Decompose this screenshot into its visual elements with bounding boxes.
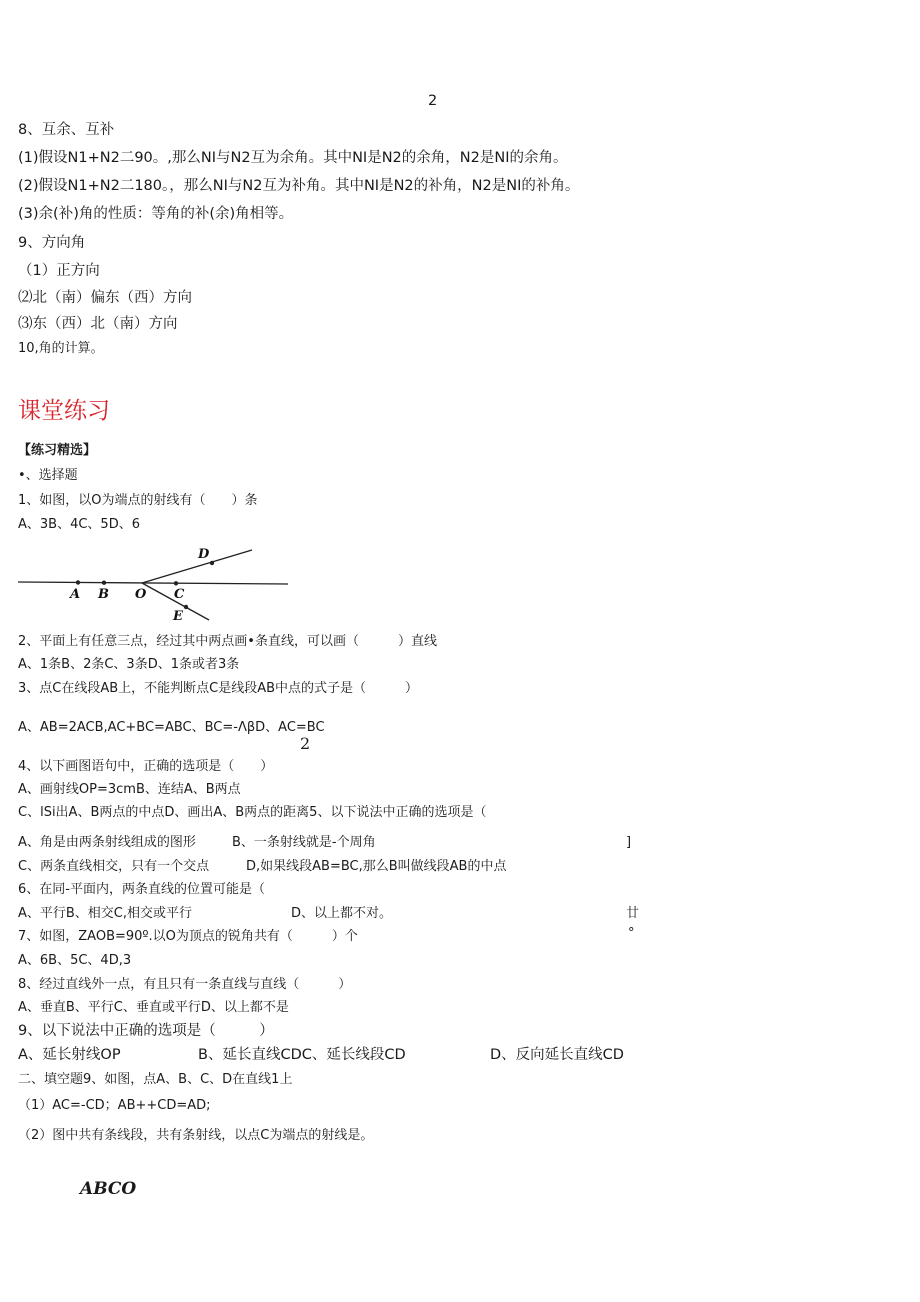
point-e-dot <box>184 605 188 609</box>
point-a-dot <box>76 580 80 584</box>
question-3: 3、点C在线段AB上，不能判断点C是线段AB中点的式子是（ ） <box>18 681 419 696</box>
question-9-option-d: D、反向延长直线CD <box>490 1047 624 1063</box>
question-6-options-abc: A、平行B、相交C,相交或平行 <box>18 906 193 921</box>
point-c-dot <box>174 581 178 585</box>
question-4-options-cd: C、lSi出A、B两点的中点D、画出A、B两点的距离5、以下说法中正确的选项是（ <box>18 805 487 820</box>
label-d: D <box>198 547 210 562</box>
subsection-title: 【练习精选】 <box>18 443 97 458</box>
label-b: B <box>98 587 109 602</box>
question-5-option-c: C、两条直线相交，只有一个交点 <box>18 859 210 874</box>
note-direction-3: ⑶东（西）北（南）方向 <box>18 316 178 332</box>
note-direction-heading: 9、方向角 <box>18 235 86 251</box>
fill-in-item-2: （2）图中共有条线段，共有条射线，以点C为端点的射线是。 <box>18 1128 374 1143</box>
question-3-fraction-denominator: 2 <box>300 734 311 753</box>
question-1-options: A、3B、4C、5D、6 <box>18 517 140 532</box>
question-9-options-bc: B、延长直线CDC、延长线段CD <box>198 1047 406 1063</box>
question-3-options: A、AB=2ACB,AC+BC=ABC、BC=-ΛβD、AC=BC <box>18 720 325 735</box>
question-4: 4、以下画图语句中，正确的选项是（ ） <box>18 759 274 774</box>
note-complementary-heading: 8、互余、互补 <box>18 122 115 138</box>
choice-heading: •、选择题 <box>18 468 78 483</box>
question-7: 7、如图，ZAOB=90º.以O为顶点的锐角共有（ ）个 <box>18 929 358 944</box>
note-supplementary-def: (2)假设N1+N2二180。，那么NI与N2互为补角。其中NI是N2的补角，N2是NI的补角。 <box>18 178 580 194</box>
question-6-mark: 廿 <box>626 906 640 921</box>
question-4-options-ab: A、画射线OP=3cmB、连结A、B两点 <box>18 782 241 797</box>
question-6: 6、在同-平面内，两条直线的位置可能是（ <box>18 882 265 897</box>
rays-figure <box>14 540 294 625</box>
question-6-option-d: D、以上都不对。 <box>291 906 393 921</box>
question-8-options: A、垂直B、平行C、垂直或平行D、以上都不是 <box>18 1000 289 1015</box>
fill-in-item-1: （1）AC=-CD；AB++CD=AD; <box>18 1098 211 1113</box>
note-angle-calc: 10,角的计算。 <box>18 341 104 356</box>
note-direction-2: ⑵北（南）偏东（西）方向 <box>18 290 192 306</box>
question-2: 2、平面上有任意三点，经过其中两点画•条直线，可以画（ ）直线 <box>18 634 437 649</box>
label-c: C <box>174 587 185 602</box>
point-d-dot <box>210 561 214 565</box>
question-7-options: A、6B、5C、4D,3 <box>18 953 132 968</box>
question-7-mark: ° <box>628 926 635 941</box>
note-complementary-def: (1)假设N1+N2二90。,那么NI与N2互为余角。其中NI是N2的余角，N2是NI的余角。 <box>18 150 568 166</box>
label-e: E <box>173 609 183 624</box>
label-o: O <box>135 587 147 602</box>
point-b-dot <box>102 581 106 585</box>
note-direction-1: （1）正方向 <box>18 263 100 279</box>
question-1: 1、如图，以O为端点的射线有（ ）条 <box>18 493 258 508</box>
question-5-option-b: B、一条射线就是-个周角 <box>232 835 376 850</box>
label-a: A <box>70 587 81 602</box>
page-number: 2 <box>428 93 438 109</box>
fill-in-heading: 二、填空题9、如图，点A、B、C、D在直线1上 <box>18 1072 293 1087</box>
question-9-option-a: A、延长射线OP <box>18 1047 121 1063</box>
question-2-options: A、1条B、2条C、3条D、1条或者3条 <box>18 657 240 672</box>
question-5-option-a: A、角是由两条射线组成的图形 <box>18 835 196 850</box>
question-8: 8、经过直线外一点，有且只有一条直线与直线（ ） <box>18 977 352 992</box>
section-title: 课堂练习 <box>18 398 110 424</box>
question-9: 9、以下说法中正确的选项是（ ） <box>18 1023 274 1039</box>
question-5-bracket: ] <box>626 835 632 850</box>
question-5-option-d: D,如果线段AB=BC,那么B叫做线段AB的中点 <box>246 859 507 874</box>
figure-points-label: ABCO <box>80 1179 137 1199</box>
note-angle-property: (3)余(补)角的性质：等角的补(余)角相等。 <box>18 206 294 222</box>
